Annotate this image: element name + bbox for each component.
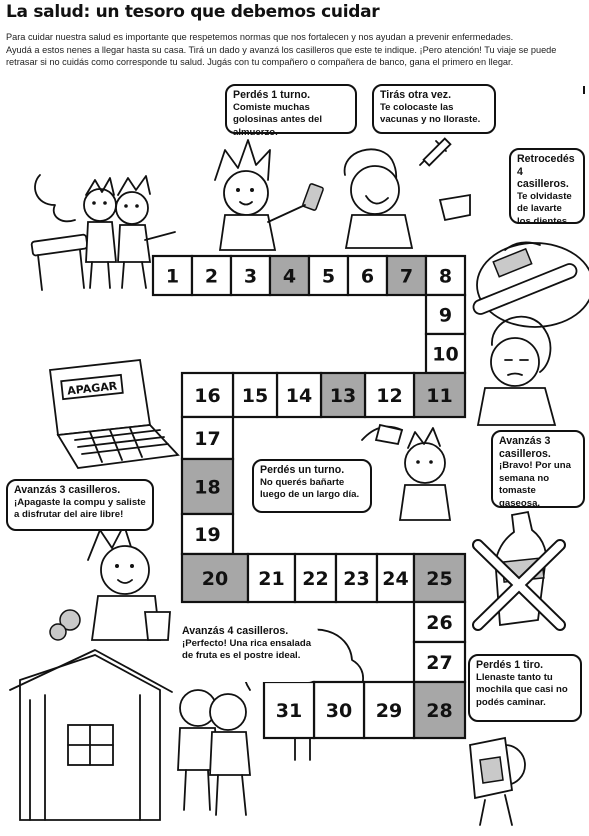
square-number: 3: [243, 265, 258, 288]
square-number: 6: [360, 265, 375, 288]
square-number: 4: [282, 265, 297, 288]
square-number: 17: [194, 428, 221, 450]
board-square-2: [192, 256, 231, 295]
thinking-kid-illustration: [478, 317, 555, 425]
board-square-7: [387, 256, 426, 295]
bubble-head: Avanzás 3 casilleros.: [499, 435, 551, 460]
board-square-26: [414, 602, 465, 642]
board-square-27: [414, 642, 465, 682]
bubble-body: ¡Perfecto! Una rica ensalada de fruta es el postre ideal.: [182, 637, 312, 661]
square-number: 31: [275, 700, 303, 722]
square-number: 30: [325, 700, 353, 722]
board-square-23: [336, 554, 377, 602]
board-square-22: [295, 554, 336, 602]
board-square-5: [309, 256, 348, 295]
bubble-head: Perdés 1 tiro.: [476, 659, 544, 671]
bubble-head: Avanzás 3 casilleros.: [14, 484, 121, 496]
instruction-intro: Para cuidar nuestra salud es importante que respetemos normas que nos fortalecen y nos ayudan a prevenir enfermedades.: [6, 32, 514, 42]
square-number: 16: [194, 385, 221, 407]
instruction-rules: Ayudá a estos nenes a llegar hasta su casa. Tirá un dado y avanzá los casilleros que este te indique. ¡Pero atención! Tu viaje se puede retrasar si no cuidás como corresponde tu salud. Jugás con tu compañero o compañera de banco, gana el primero en llegar.: [6, 44, 557, 67]
square-number: 21: [258, 568, 285, 590]
laptop-illustration: [50, 360, 178, 468]
board-square-11: [414, 373, 465, 417]
bubble-lose-turn-candy: [225, 84, 357, 138]
candy-kid-illustration: [215, 140, 324, 250]
house-illustration: [10, 650, 172, 820]
square-number: 8: [438, 265, 453, 288]
board-square-18: [182, 459, 233, 514]
board-square-9: [426, 295, 465, 334]
backpack-kid-illustration: [470, 738, 525, 825]
bubble-go-back-teeth: [509, 148, 585, 227]
bubble-head: Avanzás 4 casilleros.: [182, 625, 289, 637]
board-square-1: [153, 256, 192, 295]
board-square-4: [270, 256, 309, 295]
bubble-head: Perdés un turno.: [260, 464, 345, 476]
square-number: 25: [426, 568, 453, 590]
laptop-label: APAGAR: [66, 379, 118, 398]
toothbrush-illustration: [471, 242, 589, 327]
square-number: 22: [302, 568, 329, 590]
board-square-20: [182, 554, 248, 602]
board-square-14: [277, 373, 321, 417]
vaccine-kid-illustration: [345, 139, 470, 248]
board-square-29: [364, 682, 414, 738]
square-number: 28: [426, 700, 453, 722]
square-number: 14: [285, 385, 313, 407]
square-number: 26: [426, 612, 453, 634]
bubble-body: No querés bañarte luego de un largo día.: [260, 476, 360, 500]
board-square-31: [264, 682, 314, 738]
square-number: 11: [426, 385, 453, 407]
square-number: 23: [343, 568, 370, 590]
shower-kid-illustration: [362, 425, 450, 520]
bubble-body: Te colocaste las vacunas y no lloraste.: [380, 101, 481, 125]
square-number: 5: [321, 265, 336, 288]
bubble-roll-again-vaccines: [372, 84, 496, 134]
page-title: La salud: un tesoro que debemos cuidar: [6, 2, 380, 22]
square-number: 18: [194, 476, 221, 499]
bubble-lose-turn-bath: [252, 459, 372, 513]
square-number: 24: [382, 568, 409, 590]
board-square-8: [426, 256, 465, 295]
square-number: 29: [375, 700, 403, 722]
square-number: 19: [194, 524, 221, 546]
square-number: 1: [165, 265, 180, 288]
bubble-advance-soda: [491, 430, 585, 508]
bubble-lose-roll-backpack: [468, 654, 582, 722]
board-square-15: [233, 373, 277, 417]
board-square-10: [426, 334, 465, 373]
bubble-head: Tirás otra vez.: [380, 89, 452, 101]
bubble-body: Comiste muchas golosinas antes del almuerzo.: [233, 101, 323, 138]
board-square-28: [414, 682, 465, 738]
board-square-13: [321, 373, 365, 417]
bubble-body: Llenaste tanto tu mochila que casi no podés caminar.: [476, 671, 568, 708]
board-square-6: [348, 256, 387, 295]
crossed-soda-bottle-illustration: [478, 512, 560, 625]
bubble-body: Te olvidaste de lavarte los dientes.: [517, 190, 572, 227]
board-square-25: [414, 554, 465, 602]
square-number: 15: [241, 385, 269, 407]
square-number: 27: [426, 652, 453, 674]
square-number: 12: [376, 385, 403, 407]
square-number: 10: [432, 343, 459, 366]
square-number: 13: [329, 385, 357, 407]
square-number: 20: [201, 568, 229, 590]
square-number: 7: [399, 265, 414, 288]
board-square-16: [182, 373, 233, 417]
bubble-head: Perdés 1 turno.: [233, 89, 311, 101]
board-square-24: [377, 554, 414, 602]
bubble-head: Retrocedés 4 casilleros.: [517, 153, 575, 190]
board-square-30: [314, 682, 364, 738]
fruit-kid-illustration: [50, 525, 170, 640]
square-number: 2: [204, 265, 219, 288]
bubble-advance-computer: [6, 479, 154, 531]
board-square-17: [182, 417, 233, 459]
bubble-body: ¡Bravo! Por una semana no tomaste gaseosa.: [499, 460, 571, 509]
bubble-body: ¡Apagaste la compu y saliste a disfrutar del aire libre!: [14, 496, 146, 520]
board-square-21: [248, 554, 295, 602]
board-square-12: [365, 373, 414, 417]
bubble-advance-fruit: [176, 622, 318, 682]
board-square-19: [182, 514, 233, 554]
board-square-3: [231, 256, 270, 295]
square-number: 9: [438, 304, 453, 327]
